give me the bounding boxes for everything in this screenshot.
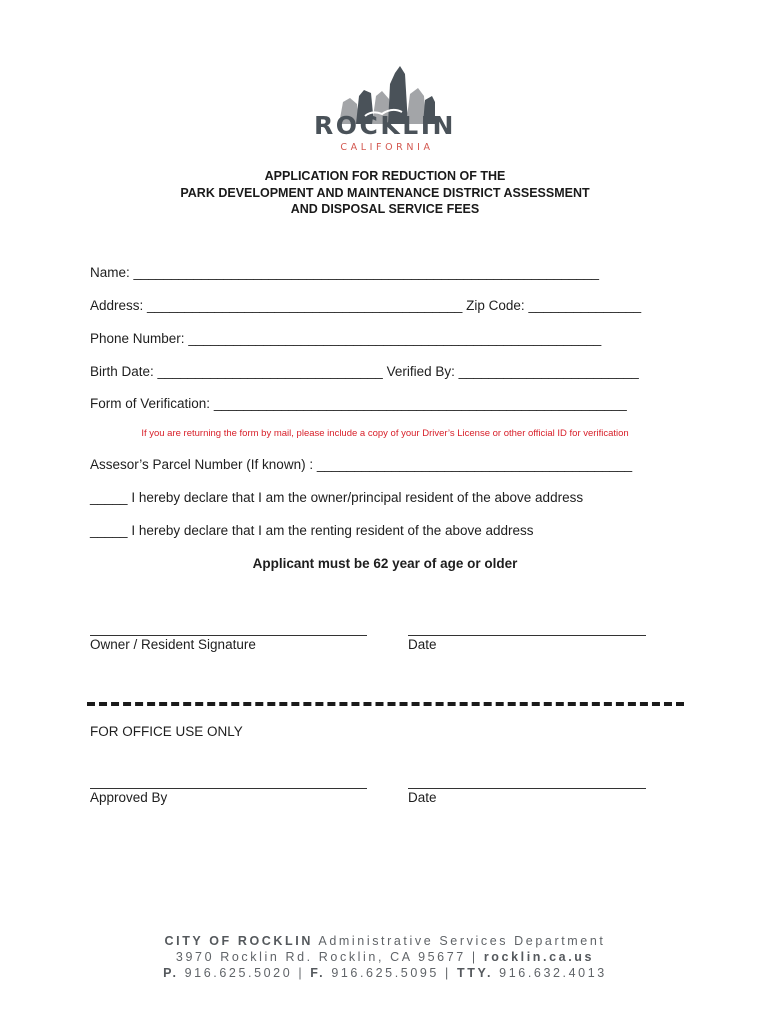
zip-field[interactable]: _______________ xyxy=(528,298,642,313)
approved-by-label: Approved By xyxy=(90,790,168,805)
signature-date-label: Date xyxy=(408,637,437,652)
office-use-separator xyxy=(87,702,684,706)
footer-phone-label: P. xyxy=(163,966,179,980)
name-label: Name: xyxy=(90,265,130,280)
parcel-label: Assesor’s Parcel Number (If known) : xyxy=(90,457,314,472)
owner-declaration-row xyxy=(90,490,583,506)
address-row xyxy=(90,298,641,314)
verification-row xyxy=(90,396,627,412)
name-field[interactable]: ______________________________________________________________ xyxy=(133,265,600,280)
signature-date-line[interactable] xyxy=(408,635,646,636)
birth-date-field[interactable]: ______________________________ xyxy=(157,364,383,379)
footer-line-3: P. 916.625.5020 | F. 916.625.5095 | TTY. 916.632.4013 xyxy=(163,966,607,980)
renter-declaration-row xyxy=(90,523,534,539)
footer-address: 3970 Rocklin Rd. Rocklin, CA 95677 xyxy=(175,950,466,964)
address-field[interactable]: __________________________________________ xyxy=(147,298,463,313)
logo-subtitle: CALIFORNIA xyxy=(340,142,434,153)
renter-declaration-blank[interactable]: _____ xyxy=(90,523,128,538)
title-line-3: AND DISPOSAL SERVICE FEES xyxy=(290,202,480,216)
phone-field[interactable]: _______________________________________________________ xyxy=(188,331,602,346)
logo-wordmark: ROCKLIN xyxy=(314,111,456,140)
footer-fax-label: F. xyxy=(310,966,326,980)
owner-signature-line[interactable] xyxy=(90,635,367,636)
name-row xyxy=(90,265,599,281)
form-of-verification-field[interactable]: _______________________________________________________ xyxy=(213,396,627,411)
footer-fax: 916.625.5095 xyxy=(331,966,439,980)
footer-line-1 xyxy=(0,933,770,949)
parcel-row xyxy=(90,457,632,473)
mail-note: If you are returning the form by mail, please include a copy of your Driver’s License or other official ID for verification xyxy=(141,428,629,439)
verified-by-label: Verified By: xyxy=(386,364,455,379)
footer-website[interactable]: rocklin.ca.us xyxy=(483,950,595,964)
rocklin-logo xyxy=(0,44,770,156)
footer-phone: 916.625.5020 xyxy=(184,966,293,980)
age-requirement: Applicant must be 62 year of age or older xyxy=(252,556,518,571)
footer-tty-label: TTY. xyxy=(456,966,494,980)
renter-declaration-text: I hereby declare that I am the renting resident of the above address xyxy=(131,523,534,538)
address-label: Address: xyxy=(90,298,144,313)
form-of-verification-label: Form of Verification: xyxy=(90,396,211,411)
birth-date-label: Birth Date: xyxy=(90,364,154,379)
footer-tty: 916.632.4013 xyxy=(499,966,607,980)
owner-declaration-text: I hereby declare that I am the owner/principal resident of the above address xyxy=(131,490,584,505)
footer-city: CITY OF ROCKLIN xyxy=(164,934,313,948)
verified-by-field[interactable]: ________________________ xyxy=(458,364,639,379)
footer-department: Administrative Services Department xyxy=(318,934,606,948)
office-date-line[interactable] xyxy=(408,788,646,789)
phone-row xyxy=(90,331,601,347)
approved-by-line[interactable] xyxy=(90,788,367,789)
parcel-field[interactable]: __________________________________________ xyxy=(316,457,633,472)
form-title xyxy=(0,168,770,218)
zip-label: Zip Code: xyxy=(466,298,525,313)
phone-label: Phone Number: xyxy=(90,331,185,346)
office-date-label: Date xyxy=(408,790,437,805)
owner-signature-label: Owner / Resident Signature xyxy=(90,637,256,652)
footer-line-2: 3970 Rocklin Rd. Rocklin, CA 95677 | rocklin.ca.us xyxy=(175,950,595,964)
owner-declaration-blank[interactable]: _____ xyxy=(90,490,128,505)
title-line-2: PARK DEVELOPMENT AND MAINTENANCE DISTRICT ASSESSMENT xyxy=(180,185,590,200)
title-line-1: APPLICATION FOR REDUCTION OF THE xyxy=(264,169,506,183)
office-use-heading: FOR OFFICE USE ONLY xyxy=(90,724,243,739)
birth-row xyxy=(90,364,639,380)
